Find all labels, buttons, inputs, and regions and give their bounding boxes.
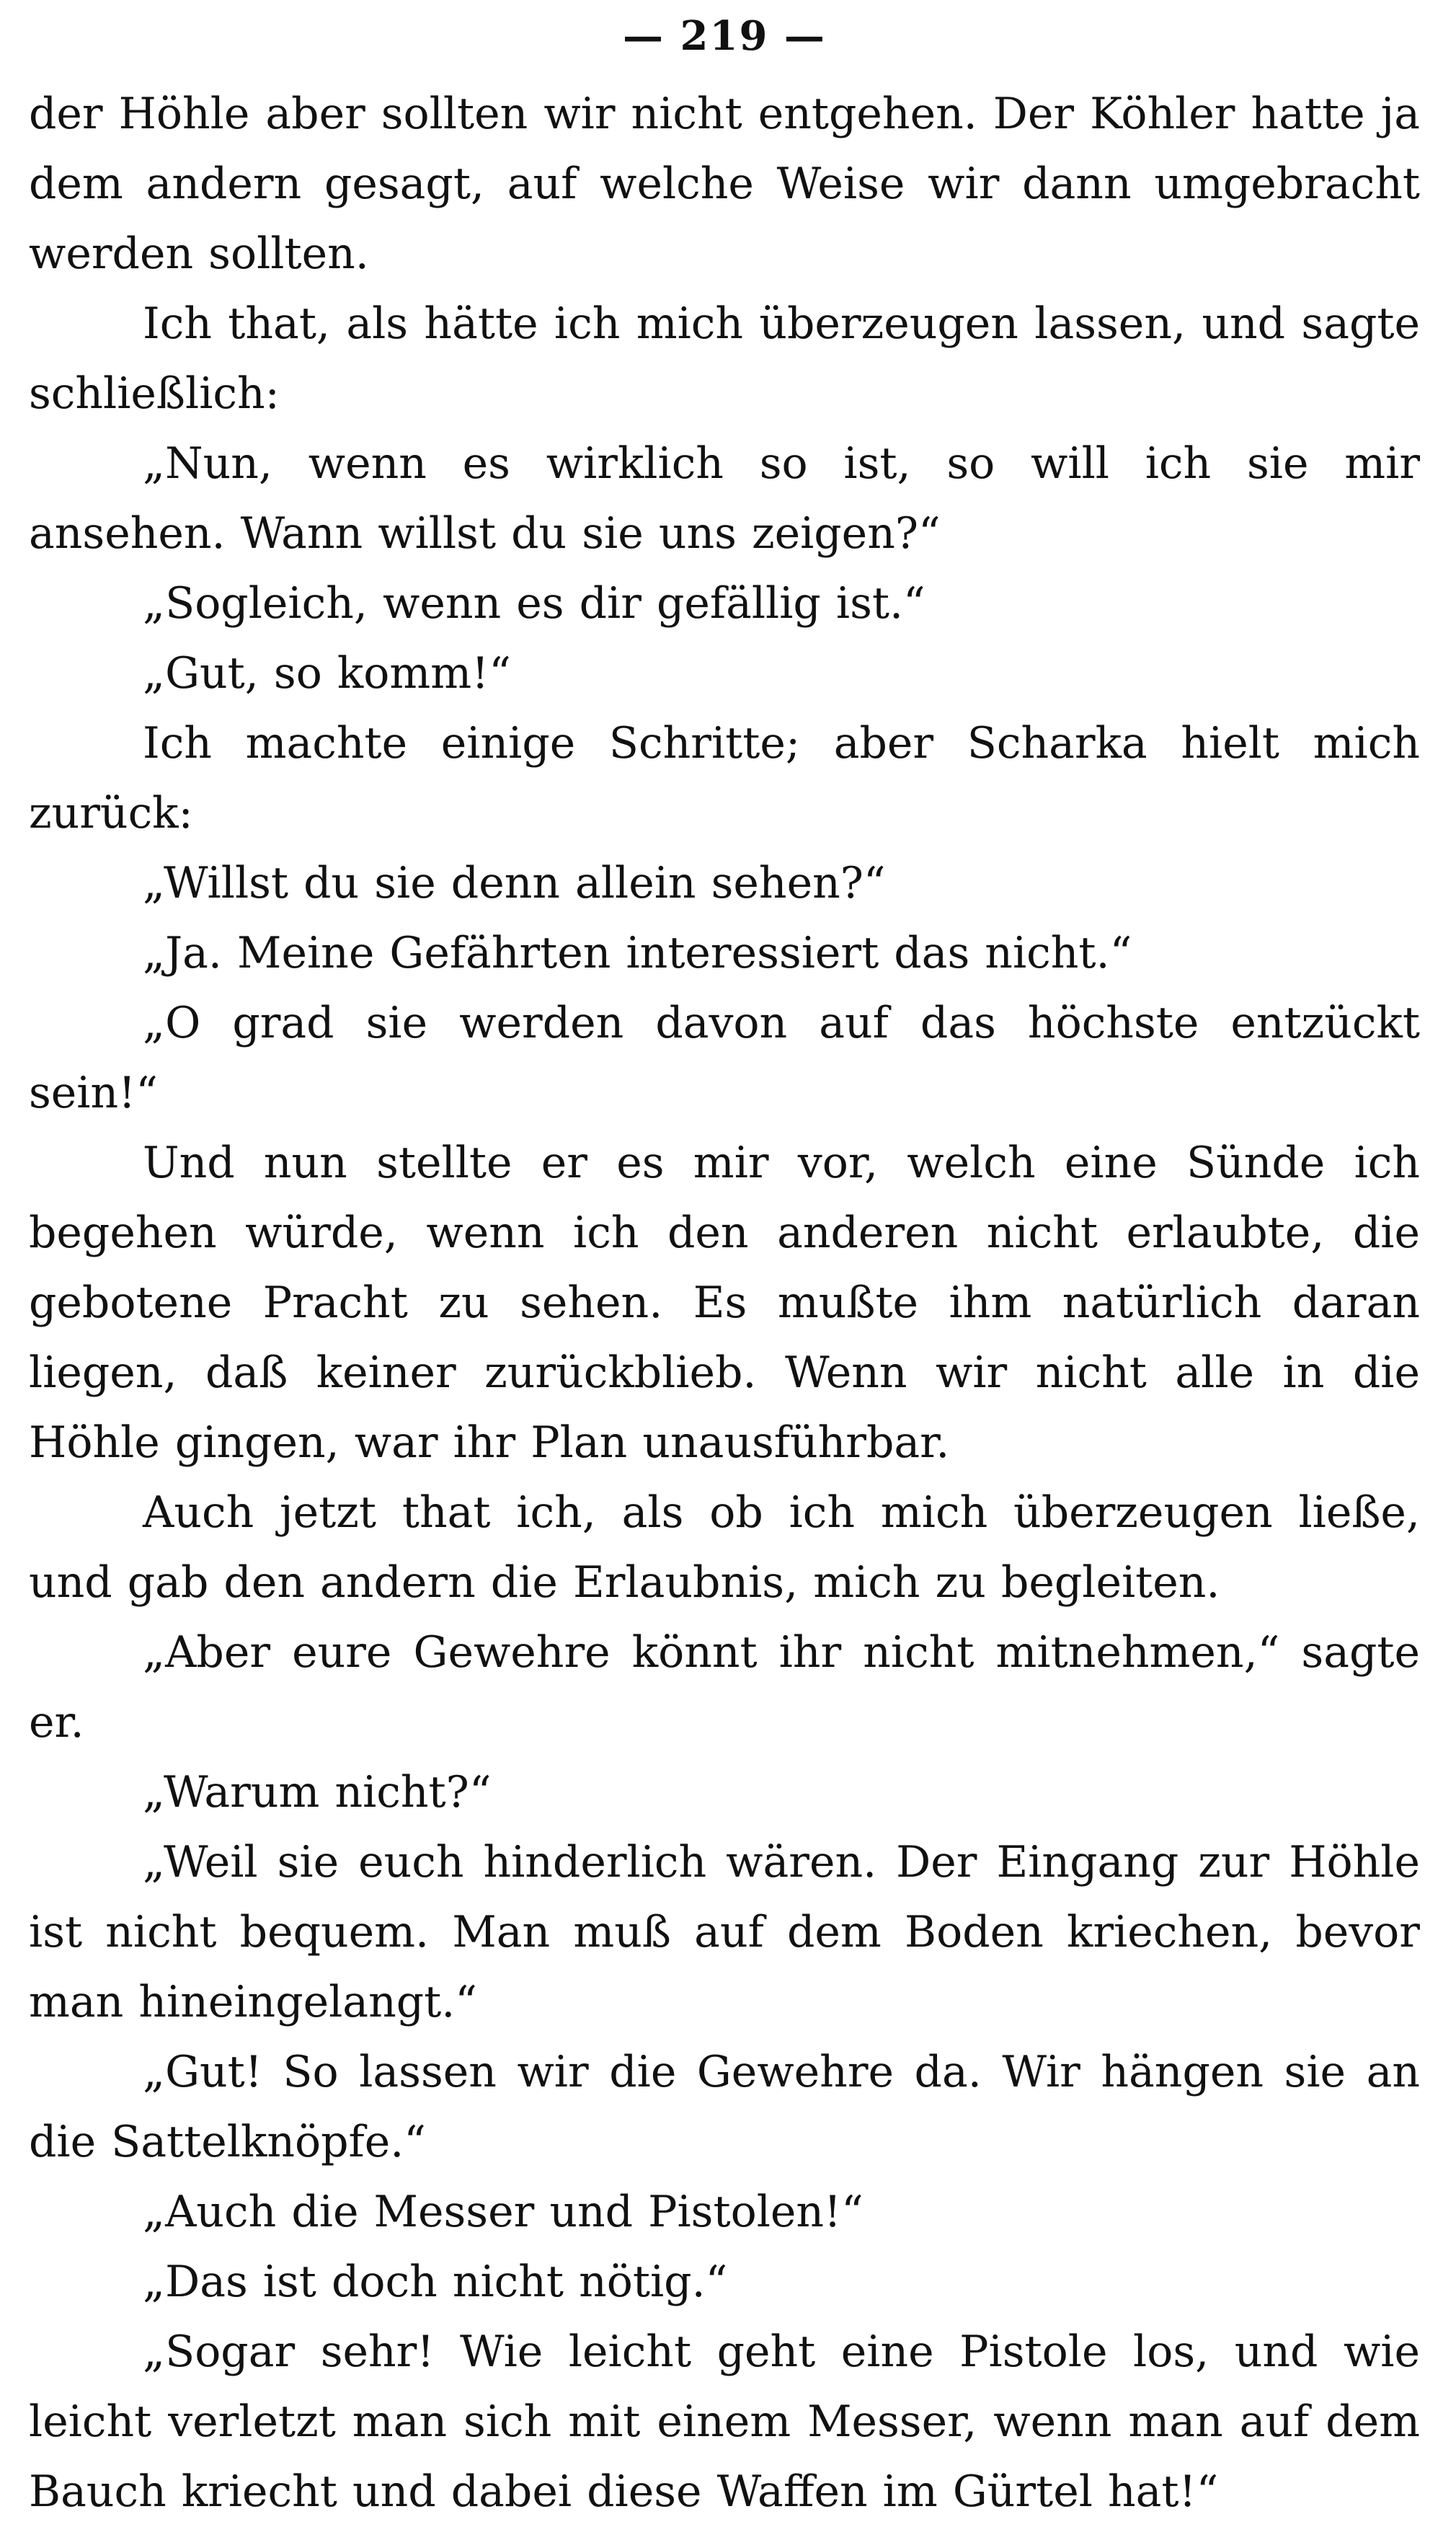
paragraph: „Nun, wenn es wirklich so ist, so will ich sie mir ansehen. Wann willst du sie uns zeigen?“	[29, 438, 1420, 559]
page-number: — 219 —	[623, 12, 826, 60]
paragraph: Und nun stellte er es mir vor, welch eine Sünde ich begehen würde, wenn ich den anderen nicht erlaubte, die gebotene Pracht zu sehen. Es mußte ihm natürlich daran liegen, daß keiner zurückblieb. Wenn wir nicht alle in die Höhle gingen, war ihr Plan unausführbar.	[29, 1138, 1420, 1468]
page-body	[29, 79, 1420, 2527]
paragraph: „Gut, so komm!“	[143, 648, 511, 699]
paragraph: „O grad sie werden davon auf das höchste entzückt sein!“	[29, 998, 1420, 1118]
paragraph: „Ja. Meine Gefährten interessiert das nicht.“	[143, 928, 1132, 978]
paragraph: „Auch die Messer und Pistolen!“	[143, 2187, 864, 2237]
paragraph: der Höhle aber sollten wir nicht entgehen. Der Köhler hatte ja dem andern gesagt, auf welche Weise wir dann umgebracht werden sollten.	[29, 89, 1420, 279]
paragraph: „Willst du sie denn allein sehen?“	[143, 858, 886, 908]
book-page	[29, 0, 1420, 2517]
paragraph: Auch jetzt that ich, als ob ich mich überzeugen ließe, und gab den andern die Erlaubnis, mich zu begleiten.	[29, 1487, 1420, 1608]
paragraph: „Sogar sehr! Wie leicht geht eine Pistole los, und wie leicht verletzt man sich mit einem Messer, wenn man auf dem Bauch kriecht und dabei diese Waffen im Gürtel hat!“	[29, 2327, 1420, 2517]
paragraph: „Das ist doch nicht nötig.“	[143, 2257, 728, 2307]
paragraph: „Sogleich, wenn es dir gefällig ist.“	[143, 578, 925, 629]
paragraph: Ich that, als hätte ich mich überzeugen lassen, und sagte schließlich:	[29, 298, 1420, 419]
paragraph: „Warum nicht?“	[143, 1767, 492, 1818]
paragraph: „Aber eure Gewehre könnt ihr nicht mitnehmen,“ sagte er.	[29, 1627, 1420, 1748]
paragraph: „Weil sie euch hinderlich wären. Der Eingang zur Höhle ist nicht bequem. Man muß auf dem Boden kriechen, bevor man hineingelangt.“	[29, 1837, 1420, 2027]
paragraph: „Gut! So lassen wir die Gewehre da. Wir hängen sie an die Sattelknöpfe.“	[29, 2047, 1420, 2167]
paragraph: Ich machte einige Schritte; aber Scharka hielt mich zurück:	[29, 718, 1420, 838]
